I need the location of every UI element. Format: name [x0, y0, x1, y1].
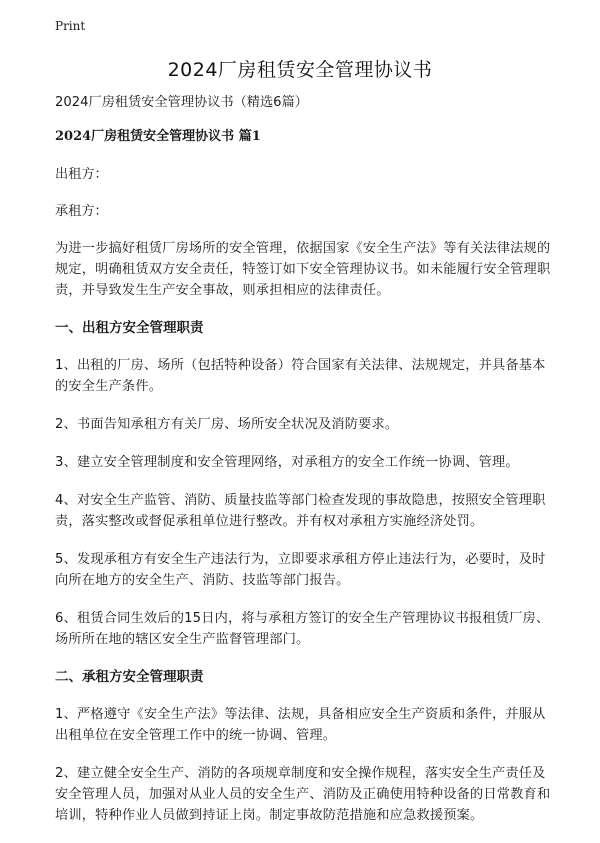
lessor-duty-item: 2、书面告知承租方有关厂房、场所安全状况及消防要求。	[55, 417, 399, 432]
lessor-line: 出租方：	[55, 167, 108, 182]
print-link[interactable]: Print	[55, 19, 86, 33]
lessee-line: 承租方：	[55, 204, 108, 219]
lessor-duties-heading: 一、出租方安全管理职责	[55, 320, 204, 336]
document-title: 2024厂房租赁安全管理协议书	[167, 59, 433, 81]
lessor-duty-item: 4、对安全生产监管、消防、质量技监等部门检查发现的事故隐患，按照安全管理职责，落实整改或督促承租单位进行整改。并有权对承租方实施经济处罚。	[55, 493, 546, 529]
document-subtitle: 2024厂房租赁安全管理协议书（精选6篇）	[55, 95, 308, 110]
intro-paragraph: 为进一步搞好租赁厂房场所的安全管理，依据国家《安全生产法》等有关法律法规的规定，明确租赁双方安全责任，特签订如下安全管理协议书。如未能履行安全管理职责，并导致发生生产安全事故，则承担相应的法律责任。	[55, 241, 551, 298]
lessee-duty-item: 1、严格遵守《安全生产法》等法律、法规，具备相应安全生产资质和条件，并服从出租单位在安全管理工作中的统一协调、管理。	[55, 707, 546, 743]
lessor-duty-item: 5、发现承租方有安全生产违法行为，立即要求承租方停止违法行为，必要时，及时向所在地方的安全生产、消防、技监等部门报告。	[55, 552, 546, 588]
lessee-duty-item: 2、建立健全安全生产、消防的各项规章制度和安全操作规程，落实安全生产责任及安全管理人员，加强对从业人员的安全生产、消防及正确使用特种设备的日常教育和培训，特种作业人员做到持证上岗。制定事故防范措施和应急救援预案。	[55, 766, 551, 823]
lessor-duty-item: 1、出租的厂房、场所（包括特种设备）符合国家有关法律、法规规定，并具备基本的安全生产条件。	[55, 358, 546, 394]
section-heading: 2024厂房租赁安全管理协议书 篇1	[55, 129, 261, 144]
lessor-duty-item: 3、建立安全管理制度和安全管理网络，对承租方的安全工作统一协调、管理。	[55, 455, 519, 470]
lessee-duties-heading: 二、承租方安全管理职责	[55, 669, 204, 685]
lessor-duty-item: 6、租赁合同生效后的15日内，将与承租方签订的安全生产管理协议书报租赁厂房、场所所在地的辖区安全生产监督管理部门。	[55, 611, 550, 647]
document-body	[55, 92, 555, 843]
